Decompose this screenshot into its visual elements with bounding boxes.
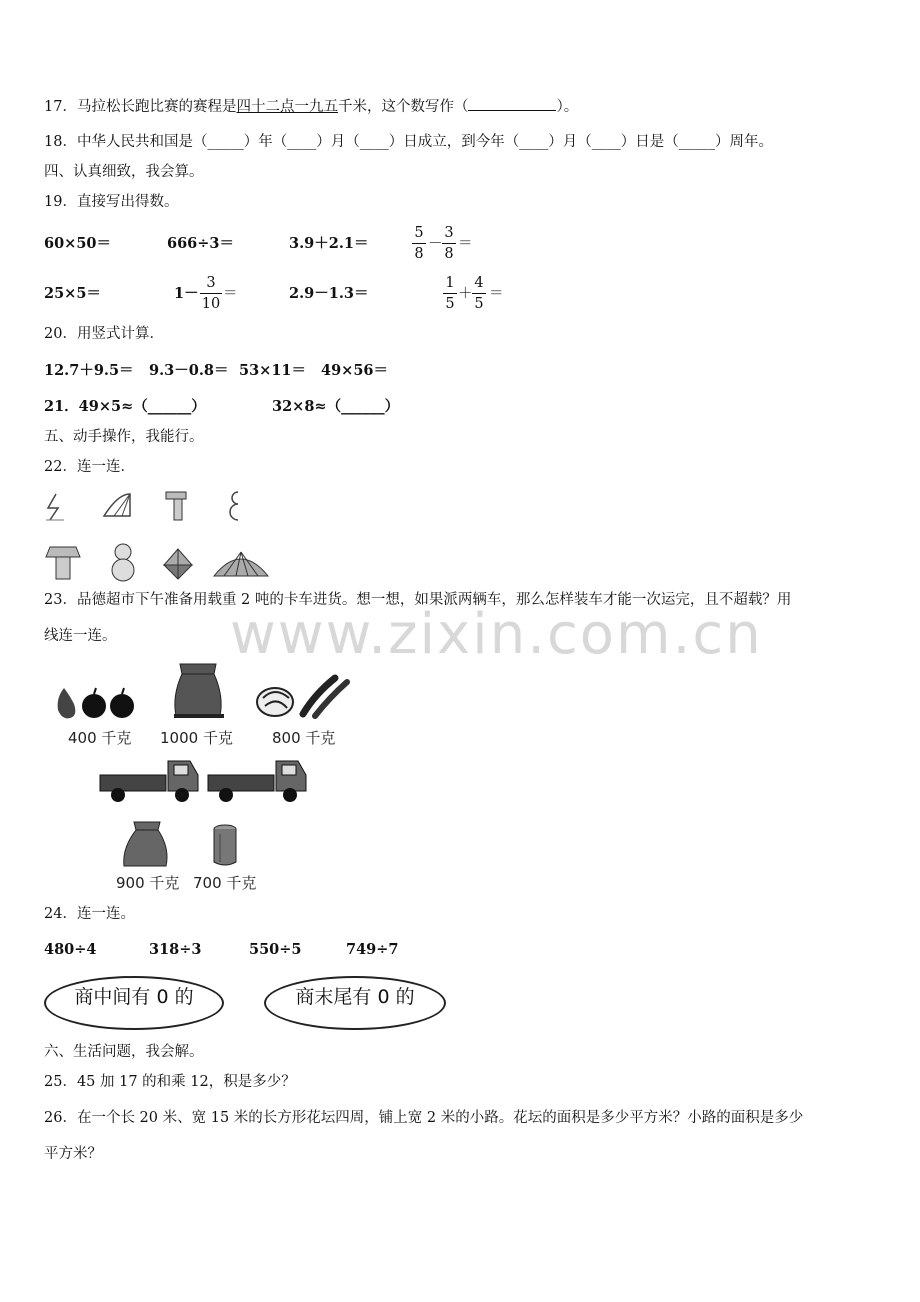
fraction-denominator: 5 [474, 296, 484, 312]
question-23-line-2: 线连一连。 [44, 628, 117, 644]
fraction-denominator: 8 [414, 246, 424, 262]
q19-fraction-d [443, 274, 457, 313]
q20-item-2: 9.3－0.8＝ [149, 362, 229, 379]
oval-end-zero[interactable] [264, 976, 446, 1030]
q17-answer-blank[interactable] [468, 96, 556, 111]
q17-suffix: 千米，这个数写作（ [337, 99, 469, 115]
q19-minus: － [428, 236, 443, 252]
question-26-line-2: 平方米？ [44, 1146, 102, 1162]
q21-item-2: 32×8≈（______） [272, 398, 400, 415]
sack-weight-label: 1000 千克 [160, 729, 233, 747]
question-19-title: 19．直接写出得数。 [44, 194, 179, 210]
rice-sack-image[interactable] [120, 820, 172, 870]
q17-prefix: 17．马拉松长跑比赛的赛程是 [44, 99, 237, 115]
partial-snowman-image[interactable] [224, 490, 246, 524]
truck-image-1[interactable] [98, 757, 202, 803]
q19-fraction-c [200, 274, 222, 313]
fraction-denominator: 5 [445, 296, 455, 312]
mushroom-image[interactable] [44, 545, 82, 581]
snowman-image[interactable] [108, 542, 138, 582]
truck-image-2[interactable] [206, 757, 310, 803]
watermark-text: www.zixin.com.cn [230, 602, 763, 667]
fraction-numerator: 3 [206, 275, 216, 291]
question-18: 18．中华人民共和国是（_____）年（____）月（____）日成立，到今年（____）月（____）日是（_____）周年。 [44, 134, 773, 150]
q19-plus: ＋ [458, 286, 473, 302]
q17-underlined-number: 四十二点一九五 [236, 99, 338, 115]
fruit-image[interactable] [52, 684, 136, 722]
q19-equals-3: ＝ [489, 286, 504, 302]
q19-equals-1: ＝ [458, 236, 473, 252]
q24-item-3[interactable]: 550÷5 [249, 941, 302, 958]
q19-item-6: 2.9－1.3＝ [289, 285, 369, 302]
q24-item-1[interactable]: 480÷4 [44, 941, 97, 958]
section-6-heading: 六、生活问题，我会解。 [44, 1044, 204, 1060]
question-24-title: 24．连一连。 [44, 906, 135, 922]
q19-fraction-e [472, 274, 486, 313]
q17-close: ）。 [556, 99, 579, 115]
question-22-title: 22．连一连． [44, 459, 135, 475]
fraction-numerator: 1 [445, 275, 455, 291]
q21-item-1: 21．49×5≈（______） [44, 398, 206, 415]
q19-item-2: 666÷3＝ [167, 235, 235, 252]
oval-middle-zero-label: 商中间有 0 的 [74, 986, 194, 1008]
q20-item-1: 12.7＋9.5＝ [44, 362, 134, 379]
fraction-numerator: 5 [414, 225, 424, 241]
fruit-weight-label: 400 千克 [68, 729, 132, 747]
oval-end-zero-label: 商末尾有 0 的 [295, 986, 415, 1008]
fraction-denominator: 8 [444, 246, 454, 262]
partial-mushroom-image[interactable] [164, 490, 190, 524]
fraction-numerator: 4 [474, 275, 484, 291]
question-17 [44, 96, 578, 117]
umbrella-image[interactable] [212, 548, 270, 582]
question-25: 25．45 加 17 的和乘 12，积是多少？ [44, 1074, 296, 1090]
question-26-line-1: 26．在一个长 20 米、宽 15 米的长方形花坛四周，铺上宽 2 米的小路。花坛的面积是多少平方米？小路的面积是多少 [44, 1110, 804, 1126]
partial-umbrella-image[interactable] [100, 490, 134, 524]
q19-item-4: 25×5＝ [44, 285, 101, 302]
q19-equals-2: ＝ [223, 286, 238, 302]
q19-fraction-b [442, 224, 456, 263]
barrel-weight-label: 700 千克 [193, 874, 257, 892]
oval-middle-zero[interactable] [44, 976, 224, 1030]
q19-item-5: 1－ [174, 285, 199, 302]
fraction-numerator: 3 [444, 225, 454, 241]
pinwheel-image[interactable] [158, 547, 198, 581]
partial-pinwheel-image[interactable] [42, 490, 72, 524]
vegetables-weight-label: 800 千克 [272, 729, 336, 747]
question-23-line-1: 23．品德超市下午准备用载重 2 吨的卡车进货。想一想，如果派两辆车，那么怎样装车才能一次运完，且不超载？用 [44, 592, 792, 608]
question-20-title: 20．用竖式计算． [44, 326, 164, 342]
q19-fraction-a [412, 224, 426, 263]
sack-image[interactable] [170, 662, 226, 720]
q24-item-2[interactable]: 318÷3 [149, 941, 202, 958]
rice-sack-weight-label: 900 千克 [116, 874, 180, 892]
fraction-denominator: 10 [201, 296, 221, 312]
q24-item-4[interactable]: 749÷7 [346, 941, 399, 958]
barrel-image[interactable] [212, 824, 238, 868]
section-5-heading: 五、动手操作，我能行。 [44, 429, 204, 445]
q20-item-3: 53×11＝ [239, 362, 307, 379]
vegetables-image[interactable] [255, 674, 351, 720]
section-4-heading: 四、认真细致，我会算。 [44, 164, 204, 180]
q19-item-1: 60×50＝ [44, 235, 112, 252]
q19-item-3: 3.9＋2.1＝ [289, 235, 369, 252]
q20-item-4: 49×56＝ [321, 362, 389, 379]
